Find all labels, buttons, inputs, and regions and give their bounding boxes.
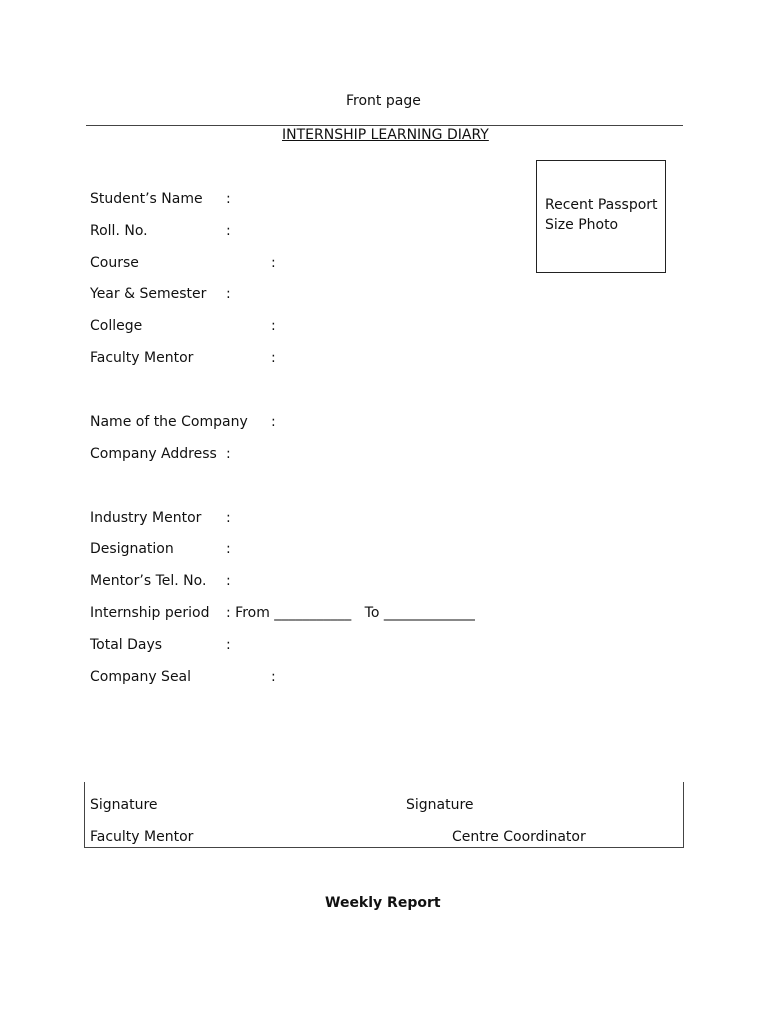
field-sep-internship-period: : From ___________ To _____________ [226,605,475,621]
weekly-report-heading: Weekly Report [325,895,441,911]
field-sep-company-name: : [271,414,276,430]
field-sep-designation: : [226,541,231,557]
field-sep-course: : [271,255,276,271]
coordinator-signature-label: Signature [406,797,474,813]
field-sep-faculty-mentor: : [271,350,276,366]
front-page-label: Front page [346,93,421,109]
faculty-mentor-role: Faculty Mentor [90,829,194,845]
field-label-company-address: Company Address [90,446,217,462]
photo-box-text [545,195,665,235]
field-sep-company-seal: : [271,669,276,685]
field-label-company-name: Name of the Company [90,414,248,430]
field-sep-total-days: : [226,637,231,653]
field-label-company-seal: Company Seal [90,669,192,685]
faculty-signature-label: Signature [90,797,158,813]
field-sep-roll-no: : [226,223,231,239]
field-label-industry-mentor: Industry Mentor [90,510,202,526]
field-label-college: College [90,318,143,334]
field-sep-year-semester: : [226,286,231,302]
field-label-student-name: Student’s Name [90,191,203,207]
centre-coordinator-role: Centre Coordinator [452,829,586,845]
field-label-faculty-mentor: Faculty Mentor [90,350,194,366]
signature-box-bottom-border [84,847,684,848]
field-sep-company-address: : [226,446,231,462]
photo-box-line2: Size Photo [545,217,619,233]
field-label-designation: Designation [90,541,174,557]
field-sep-mentor-tel: : [226,573,231,589]
field-label-internship-period: Internship period [90,605,210,621]
signature-box-left-border [84,782,85,847]
photo-box-line1: Recent Passport [545,197,658,213]
field-label-total-days: Total Days [90,637,163,653]
page-title: INTERNSHIP LEARNING DIARY [282,127,489,143]
field-sep-college: : [271,318,276,334]
signature-box-right-border [683,782,684,847]
field-label-roll-no: Roll. No. [90,223,148,239]
field-label-mentor-tel: Mentor’s Tel. No. [90,573,207,589]
field-label-course: Course [90,255,139,271]
field-sep-industry-mentor: : [226,510,231,526]
header-rule [86,125,683,126]
passport-photo-box [536,160,666,273]
field-label-year-semester: Year & Semester [90,286,207,302]
field-sep-student-name: : [226,191,231,207]
